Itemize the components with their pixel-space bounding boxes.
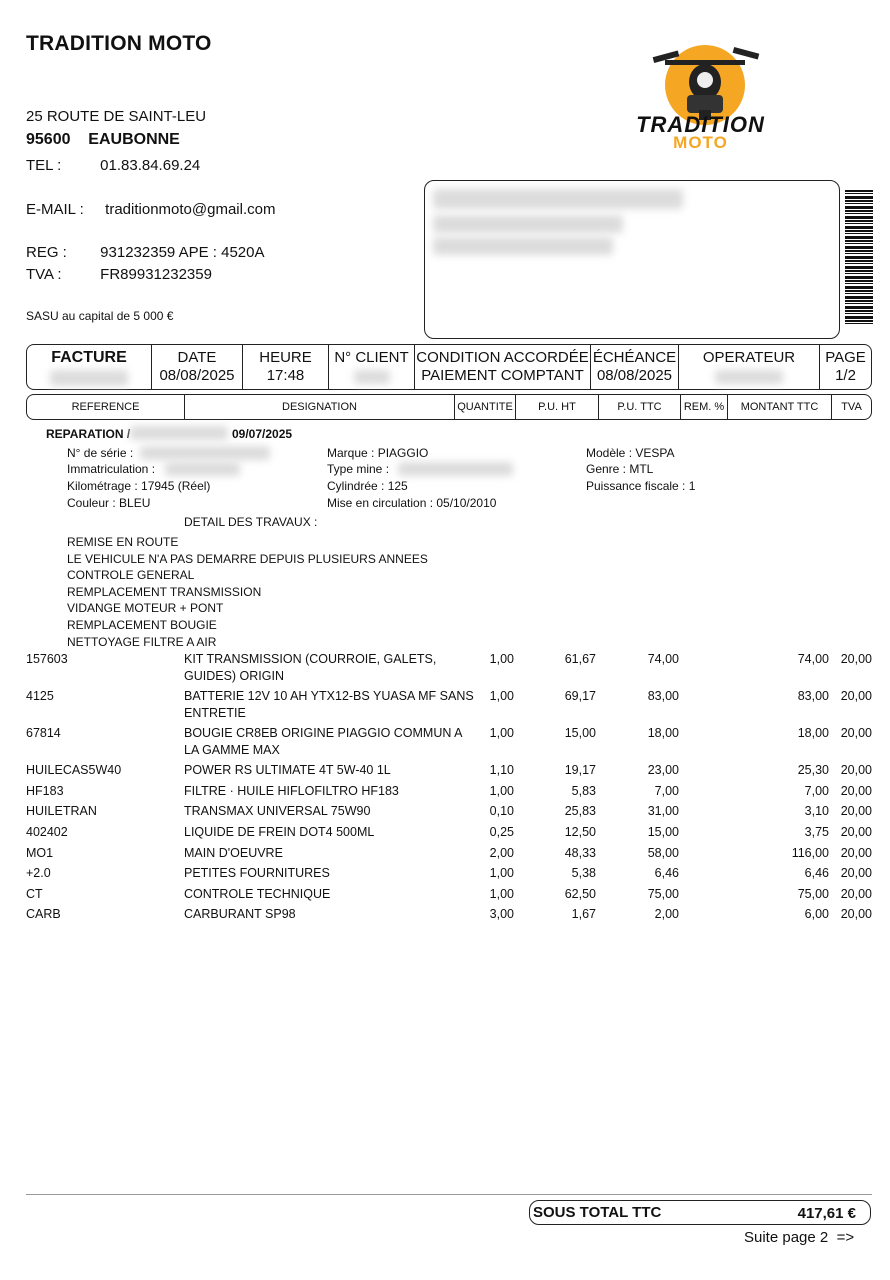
line-pu-ttc: 15,00 [647,825,679,839]
heure-cell [243,345,329,389]
work-item: REMISE EN ROUTE [67,535,179,549]
line-montant: 83,00 [797,689,829,703]
line-montant: 6,00 [804,907,829,921]
line-designation-1: FILTRE · HUILE HIFLOFILTRO HF183 [184,784,399,798]
col-pu-ht: P.U. HT [516,395,599,419]
line-pu-ht: 25,83 [564,804,596,818]
line-designation-1: KIT TRANSMISSION (COURROIE, GALETS, [184,652,437,666]
line-designation [184,906,296,923]
kilometrage: Kilométrage : 17945 (Réel) [67,479,211,493]
line-quantity: 1,00 [489,726,514,740]
line-tva: 20,00 [840,907,872,921]
col-rem: REM. % [681,395,728,419]
client-address-box [424,180,840,339]
line-designation-1: BOUGIE CR8EB ORIGINE PIAGGIO COMMUN A [184,726,463,740]
line-quantity: 3,00 [489,907,514,921]
footer-separator [26,1194,872,1195]
barcode [845,190,873,325]
line-montant: 116,00 [791,846,829,860]
line-reference: CT [26,887,43,901]
line-designation-1: BATTERIE 12V 10 AH YTX12-BS YUASA MF SANS [184,689,474,703]
line-tva: 20,00 [840,846,872,860]
email-value: traditionmoto@gmail.com [105,201,276,218]
line-montant: 7,00 [804,784,829,798]
line-pu-ttc: 83,00 [647,689,679,703]
line-pu-ht: 12,50 [564,825,596,839]
line-quantity: 0,10 [489,804,514,818]
serie-label: N° de série : [67,446,134,460]
page-label: PAGE [825,349,866,366]
line-tva: 20,00 [840,866,872,880]
client-label: N° CLIENT [334,349,409,366]
detail-title: DETAIL DES TRAVAUX : [184,515,318,529]
couleur: Couleur : BLEU [67,496,151,510]
puissance: Puissance fiscale : 1 [586,479,696,493]
line-montant: 18,00 [797,726,829,740]
echeance-cell [591,345,679,389]
redacted-type-mine [398,462,513,476]
line-designation [184,803,370,820]
line-montant: 6,46 [804,866,829,880]
line-tva: 20,00 [840,784,872,798]
line-reference: CARB [26,907,61,921]
redacted-operator [715,370,783,384]
heure-label: HEURE [259,349,312,366]
logo-text-sub: MOTO [673,133,728,152]
line-pu-ht: 61,67 [564,652,596,666]
work-item: LE VEHICULE N'A PAS DEMARRE DEPUIS PLUSIEURS ANNEES [67,551,428,566]
logo-text-main: TRADITION [636,112,765,137]
line-reference: HF183 [26,784,64,798]
works-list [67,534,428,650]
condition-value: PAIEMENT COMPTANT [421,367,584,384]
date-value: 08/08/2025 [159,367,235,384]
line-pu-ht: 15,00 [564,726,596,740]
line-pu-ttc: 58,00 [647,846,679,860]
line-quantity: 1,00 [489,784,514,798]
redacted-immat [165,462,240,476]
line-reference: +2.0 [26,866,51,880]
line-pu-ttc: 2,00 [654,907,679,921]
line-reference: 402402 [26,825,68,839]
line-designation [184,688,474,722]
tva-label: TVA : [26,266,62,283]
tel-label: TEL : [26,157,62,174]
line-pu-ht: 48,33 [564,846,596,860]
col-montant: MONTANT TTC [728,395,832,419]
mise-circulation: Mise en circulation : 05/10/2010 [327,496,497,510]
email-label: E-MAIL : [26,201,84,218]
work-item: NETTOYAGE FILTRE A AIR [67,634,217,649]
line-pu-ttc: 74,00 [647,652,679,666]
type-mine-label: Type mine : [327,462,390,476]
line-quantity: 1,00 [489,689,514,703]
echeance-label: ÉCHÉANCE [592,349,677,366]
sous-total-box [529,1200,871,1225]
line-designation [184,824,374,841]
line-pu-ttc: 75,00 [647,887,679,901]
line-pu-ht: 62,50 [564,887,596,901]
line-designation-1: PETITES FOURNITURES [184,866,330,880]
condition-label: CONDITION ACCORDÉE [416,349,589,366]
line-reference: MO1 [26,846,54,860]
line-pu-ttc: 31,00 [647,804,679,818]
columns-header [26,394,872,420]
col-designation: DESIGNATION [185,395,455,419]
line-montant: 74,00 [797,652,829,666]
line-reference: 4125 [26,689,54,703]
line-pu-ttc: 7,00 [654,784,679,798]
redacted-repair-ref [130,426,228,440]
capital-text: SASU au capital de 5 000 € [26,309,174,323]
reg-value: 931232359 APE : 4520A [100,244,265,261]
operateur-label: OPERATEUR [702,349,796,366]
work-item: REMPLACEMENT BOUGIE [67,617,217,632]
line-montant: 3,75 [804,825,829,839]
line-tva: 20,00 [840,763,872,777]
line-pu-ht: 1,67 [571,907,596,921]
heure-value: 17:48 [266,367,305,384]
line-designation [184,845,283,862]
sous-total-value: 417,61 € [797,1205,856,1222]
line-quantity: 0,25 [489,825,514,839]
operateur-cell [679,345,820,389]
line-quantity: 1,00 [489,887,514,901]
date-label: DATE [177,349,217,366]
email-line [26,201,275,218]
condition-cell [415,345,591,389]
redacted-client-number [354,370,390,384]
line-pu-ttc: 6,46 [654,866,679,880]
line-designation [184,725,463,759]
suite-page-text: Suite page 2 => [744,1229,855,1246]
line-designation-2: LA GAMME MAX [184,743,280,757]
modele: Modèle : VESPA [586,446,675,460]
tel-value: 01.83.84.69.24 [100,157,201,174]
line-montant: 3,10 [804,804,829,818]
facture-label: FACTURE [51,349,127,366]
line-tva: 20,00 [840,887,872,901]
company-address: 25 ROUTE DE SAINT-LEU [26,108,207,125]
invoice-header [26,344,872,390]
tva-value: FR89931232359 [100,266,212,283]
date-cell [152,345,243,389]
line-quantity: 1,00 [489,652,514,666]
line-designation-1: LIQUIDE DE FREIN DOT4 500ML [184,825,375,839]
line-tva: 20,00 [840,825,872,839]
line-tva: 20,00 [840,726,872,740]
line-designation-1: CONTROLE TECHNIQUE [184,887,331,901]
tel-line [26,157,200,174]
line-reference: HUILETRAN [26,804,97,818]
line-designation [184,783,399,800]
line-reference: HUILECAS5W40 [26,763,122,777]
work-item: VIDANGE MOTEUR + PONT [67,601,224,616]
line-designation-1: MAIN D'OEUVRE [184,846,283,860]
work-item: REMPLACEMENT TRANSMISSION [67,584,262,599]
sous-total-label: SOUS TOTAL TTC [533,1204,662,1221]
immat-label: Immatriculation : [67,462,156,476]
line-designation [184,865,330,882]
col-reference: REFERENCE [27,395,185,419]
facture-cell [27,345,152,389]
line-reference: 157603 [26,652,68,666]
redacted-client-name [433,189,683,209]
work-item: CONTROLE GENERAL [67,568,195,583]
repair-title: REPARATION / [46,427,131,441]
line-quantity: 2,00 [489,846,514,860]
line-pu-ttc: 18,00 [647,726,679,740]
line-designation [184,886,330,903]
page-cell [820,345,871,389]
col-pu-ttc: P.U. TTC [599,395,681,419]
redacted-invoice-number [50,370,128,386]
col-quantite: QUANTITE [455,395,516,419]
client-cell [329,345,415,389]
reg-label: REG : [26,244,67,261]
line-quantity: 1,00 [489,866,514,880]
city: EAUBONNE [88,131,180,148]
line-montant: 75,00 [797,887,829,901]
marque: Marque : PIAGGIO [327,446,429,460]
postal-code: 95600 [26,131,71,148]
page-value: 1/2 [835,367,856,384]
line-quantity: 1,10 [489,763,514,777]
echeance-value: 08/08/2025 [596,367,673,384]
cylindree: Cylindrée : 125 [327,479,408,493]
line-tva: 20,00 [840,804,872,818]
line-pu-ht: 5,38 [571,866,596,880]
repair-date: 09/07/2025 [232,427,293,441]
line-designation-1: TRANSMAX UNIVERSAL 75W90 [184,804,371,818]
line-designation-2: GUIDES) ORIGIN [184,669,285,683]
line-pu-ht: 5,83 [571,784,596,798]
line-designation-2: ENTRETIE [184,706,246,720]
line-designation-1: POWER RS ULTIMATE 4T 5W-40 1L [184,763,391,777]
line-designation [184,651,436,685]
line-designation-1: CARBURANT SP98 [184,907,296,921]
company-logo [615,40,785,155]
redacted-serie [140,446,270,460]
reg-line [26,244,264,261]
col-tva: TVA [841,401,862,413]
tva-line [26,266,212,283]
line-reference: 67814 [26,726,61,740]
company-name: TRADITION MOTO [26,32,212,55]
line-pu-ht: 19,17 [564,763,596,777]
line-pu-ttc: 23,00 [647,763,679,777]
redacted-client-address [433,215,623,233]
redacted-client-city [433,237,613,255]
line-tva: 20,00 [840,652,872,666]
line-pu-ht: 69,17 [564,689,596,703]
genre: Genre : MTL [586,462,654,476]
line-montant: 25,30 [797,763,829,777]
line-designation [184,762,391,779]
company-city-line [26,131,180,149]
line-tva: 20,00 [840,689,872,703]
